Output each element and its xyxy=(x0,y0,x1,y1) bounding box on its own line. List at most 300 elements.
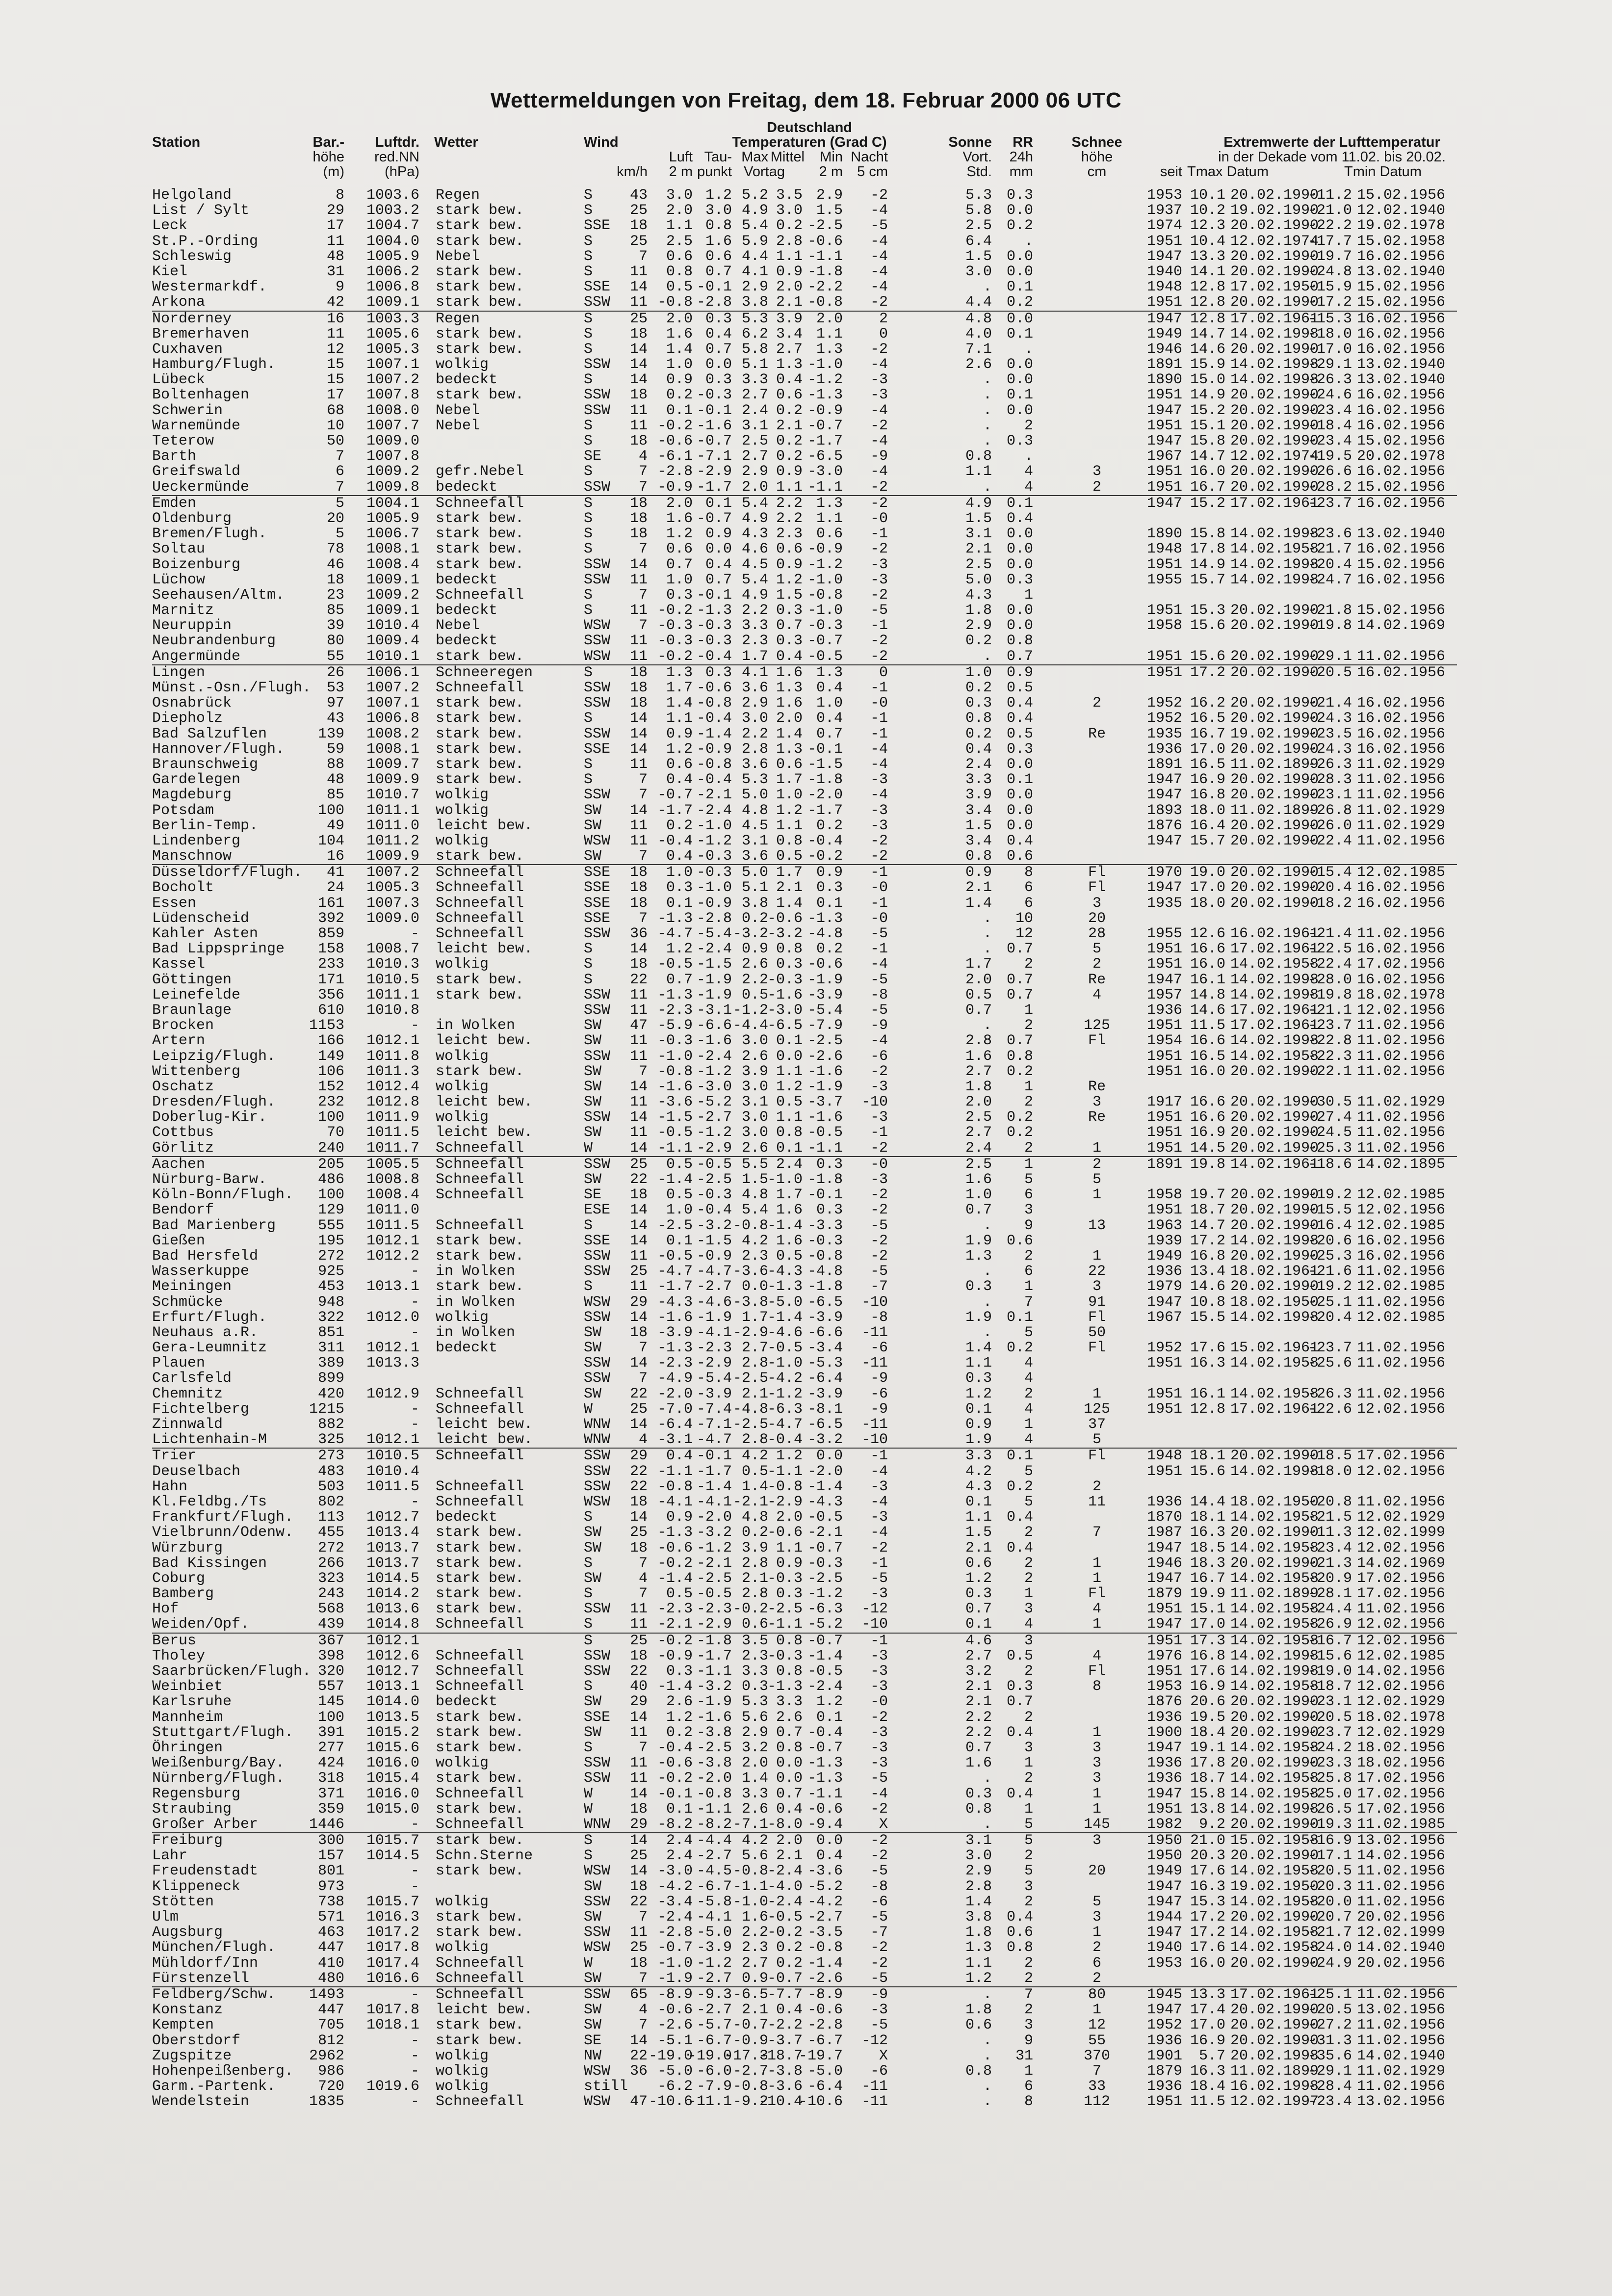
cell-wind-kmh: 7 xyxy=(638,771,648,789)
cell-nacht: -11 xyxy=(861,1355,888,1372)
cell-tmax-datum: 14.02.1958 xyxy=(1230,1770,1319,1787)
header-extreme-1: Extremwerte der Lufttemperatur xyxy=(1223,134,1440,150)
cell-wetter: in Wolken xyxy=(436,1017,516,1034)
cell-max: 2.3 xyxy=(741,1647,768,1664)
cell-tmin-datum: 17.02.1956 xyxy=(1357,1585,1446,1603)
cell-taupunkt: 0.0 xyxy=(705,356,732,373)
cell-wetter: bedeckt xyxy=(436,571,498,588)
cell-tmax-datum: 14.02.1958 xyxy=(1230,1509,1319,1526)
cell-min: -3.3 xyxy=(807,1217,843,1234)
cell-station: Weinbiet xyxy=(152,1678,223,1695)
cell-wind-dir: WSW xyxy=(584,1493,611,1510)
cell-tmax-datum: 14.02.1958 xyxy=(1230,1539,1319,1557)
cell-luft: -2.5 xyxy=(657,1217,693,1234)
cell-bar-hoehe: 48 xyxy=(326,248,344,265)
cell-tmin-datum: 16.02.1956 xyxy=(1357,1247,1446,1265)
cell-wetter: leicht bew. xyxy=(436,1416,533,1433)
cell-wind-dir: SSE xyxy=(584,1232,611,1249)
cell-sonne: 3.8 xyxy=(965,1909,992,1926)
cell-luftdruck: 1010.8 xyxy=(366,1002,419,1019)
cell-wind-dir: SW xyxy=(584,1340,602,1357)
cell-nacht: -2 xyxy=(870,1139,888,1157)
cell-bar-hoehe: 55 xyxy=(326,648,344,665)
cell-max: 2.8 xyxy=(741,740,768,758)
cell-luftdruck: 1012.1 xyxy=(366,1431,419,1449)
cell-sonne: 2.0 xyxy=(965,1094,992,1111)
cell-min: -6.5 xyxy=(807,1293,843,1311)
cell-nacht: -3 xyxy=(870,1509,888,1526)
cell-tmin: -21.7 xyxy=(1307,541,1352,558)
cell-max: 2.5 xyxy=(741,433,768,449)
cell-seit: 1955 xyxy=(1146,925,1182,942)
cell-rr: 0.0 xyxy=(1006,817,1033,834)
cell-taupunkt: -4.5 xyxy=(696,1863,732,1880)
cell-station: Konstanz xyxy=(152,2002,223,2019)
cell-bar-hoehe: 46 xyxy=(326,556,344,573)
cell-wind-kmh: 22 xyxy=(629,1663,648,1680)
cell-seit: 1953 xyxy=(1146,187,1182,204)
cell-taupunkt: 1.2 xyxy=(705,187,732,204)
cell-min: -0.8 xyxy=(807,1247,843,1265)
cell-station: Norderney xyxy=(152,310,232,327)
cell-tmax: 16.5 xyxy=(1190,756,1225,773)
cell-min: -3.0 xyxy=(807,463,843,480)
cell-rr: 0.0 xyxy=(1006,371,1033,389)
cell-taupunkt: -7.1 xyxy=(696,448,732,465)
cell-max: 4.8 xyxy=(741,1187,768,1204)
cell-rr: 0.0 xyxy=(1006,402,1033,419)
cell-nacht: -3 xyxy=(870,1678,888,1695)
cell-nacht: -1 xyxy=(870,895,888,912)
cell-luftdruck: 1010.4 xyxy=(366,1463,419,1480)
cell-wind-kmh: 22 xyxy=(629,1171,648,1188)
cell-luftdruck: 1012.2 xyxy=(366,1247,419,1265)
cell-rr: 0.0 xyxy=(1006,802,1033,819)
cell-wind-dir: SSE xyxy=(584,910,611,927)
cell-taupunkt: -3.1 xyxy=(696,1002,732,1019)
cell-bar-hoehe: 322 xyxy=(317,1309,344,1326)
cell-station: Carlsfeld xyxy=(152,1370,232,1387)
cell-nacht: -4 xyxy=(870,787,888,804)
cell-rr: 0.0 xyxy=(1006,756,1033,773)
cell-schnee: Re xyxy=(1088,1078,1106,1095)
cell-tmax: 18.3 xyxy=(1190,1555,1225,1572)
cell-max: -2.5 xyxy=(732,1416,768,1433)
cell-station: Kahler Asten xyxy=(152,925,259,942)
cell-min: -0.1 xyxy=(807,1187,843,1204)
cell-wind-dir: WSW xyxy=(584,2093,611,2111)
cell-luftdruck: 1006.7 xyxy=(366,526,419,543)
cell-wetter: Schneefall xyxy=(436,586,524,604)
cell-luftdruck: - xyxy=(410,1293,419,1311)
cell-wetter: stark bew. xyxy=(436,648,524,665)
cell-tmin: -17.1 xyxy=(1307,1847,1352,1865)
cell-tmax: 17.0 xyxy=(1190,1616,1225,1633)
cell-schnee: 125 xyxy=(1083,1017,1110,1034)
cell-wind-dir: W xyxy=(584,1400,593,1418)
cell-schnee: 4 xyxy=(1092,986,1101,1003)
cell-max: 1.5 xyxy=(741,1171,768,1188)
table-row xyxy=(152,1188,1457,1203)
cell-wetter: Schneefall xyxy=(436,1217,524,1234)
cell-nacht: -2 xyxy=(870,1832,888,1849)
header-luft-2: 2 m xyxy=(669,164,693,180)
cell-wind-kmh: 7 xyxy=(638,586,648,604)
cell-bar-hoehe: 240 xyxy=(317,1139,344,1157)
cell-wind-kmh: 47 xyxy=(629,1017,648,1034)
cell-max: 3.8 xyxy=(741,294,768,311)
table-row xyxy=(152,926,1457,942)
cell-seit: 1900 xyxy=(1146,1724,1182,1741)
cell-tmin: -20.3 xyxy=(1307,1878,1352,1895)
cell-rr: 4 xyxy=(1024,463,1033,480)
table-row xyxy=(152,2003,1457,2018)
cell-sonne: 1.2 xyxy=(965,1385,992,1402)
cell-bar-hoehe: 463 xyxy=(317,1924,344,1941)
cell-mittel: 2.2 xyxy=(776,510,803,527)
cell-max: 3.0 xyxy=(741,1032,768,1050)
cell-taupunkt: -0.1 xyxy=(696,279,732,296)
cell-tmin-datum: 16.02.1956 xyxy=(1357,402,1446,419)
cell-sonne: 0.2 xyxy=(965,725,992,742)
cell-bar-hoehe: 20 xyxy=(326,510,344,527)
cell-wetter: bedeckt xyxy=(436,1509,498,1526)
cell-tmax: 16.3 xyxy=(1190,2062,1225,2080)
cell-tmax: 16.7 xyxy=(1190,478,1225,496)
cell-min: -2.4 xyxy=(807,1678,843,1695)
table-row xyxy=(152,1879,1457,1895)
cell-rr: 10 xyxy=(1015,910,1033,927)
cell-nacht: -4 xyxy=(870,202,888,219)
cell-max: 3.3 xyxy=(741,1663,768,1680)
cell-station: Bremen/Flugh. xyxy=(152,526,267,543)
cell-nacht: -11 xyxy=(861,2078,888,2095)
cell-min: -0.3 xyxy=(807,617,843,634)
cell-luftdruck: 1016.0 xyxy=(366,1785,419,1802)
cell-wind-kmh: 11 xyxy=(629,1770,648,1787)
cell-min: -0.5 xyxy=(807,1509,843,1526)
cell-tmax: 15.3 xyxy=(1190,602,1225,619)
cell-tmax-datum: 20.02.1990 xyxy=(1230,771,1319,789)
cell-rr: 5 xyxy=(1024,1832,1033,1849)
cell-bar-hoehe: 311 xyxy=(317,1340,344,1357)
cell-luftdruck: 1011.7 xyxy=(366,1139,419,1157)
cell-sonne: . xyxy=(983,2032,992,2049)
cell-tmax-datum: 14.02.1998 xyxy=(1230,1800,1319,1818)
cell-station: Lüdenscheid xyxy=(152,910,250,927)
cell-tmax: 15.6 xyxy=(1190,648,1225,665)
cell-sonne: . xyxy=(983,648,992,665)
cell-tmax-datum: 18.02.1961 xyxy=(1230,1263,1319,1280)
cell-rr: 5 xyxy=(1024,1863,1033,1880)
cell-wind-dir: S xyxy=(584,263,593,280)
cell-mittel: -2.4 xyxy=(767,1893,803,1910)
cell-tmax: 12.8 xyxy=(1190,1400,1225,1418)
cell-tmin: -20.7 xyxy=(1307,1909,1352,1926)
cell-wind-dir: SSW xyxy=(584,1156,611,1173)
cell-wind-kmh: 18 xyxy=(629,864,648,881)
cell-tmin: -24.0 xyxy=(1307,1939,1352,1956)
cell-max: 5.6 xyxy=(741,1847,768,1865)
cell-tmin-datum: 14.02.1895 xyxy=(1357,1156,1446,1173)
cell-tmin-datum: 11.02.1929 xyxy=(1357,2062,1446,2080)
cell-nacht: -8 xyxy=(870,986,888,1003)
cell-max: 0.0 xyxy=(741,1278,768,1295)
cell-tmin-datum: 16.02.1956 xyxy=(1357,248,1446,265)
cell-nacht: -3 xyxy=(870,571,888,588)
cell-tmax-datum: 20.02.1990 xyxy=(1230,895,1319,912)
cell-wind-kmh: 11 xyxy=(629,1724,648,1741)
cell-sonne: 0.4 xyxy=(965,740,992,758)
cell-seit: 1976 xyxy=(1146,1647,1182,1664)
cell-min: -0.5 xyxy=(807,648,843,665)
cell-schnee: Re xyxy=(1088,1109,1106,1126)
cell-tmin-datum: 12.02.1999 xyxy=(1357,1524,1446,1541)
cell-wind-kmh: 18 xyxy=(629,664,648,681)
cell-taupunkt: -4.1 xyxy=(696,1324,732,1341)
cell-mittel: 0.0 xyxy=(776,1770,803,1787)
cell-seit: 1951 xyxy=(1146,1048,1182,1065)
cell-luft: -0.7 xyxy=(657,1939,693,1956)
cell-wetter: stark bew. xyxy=(436,695,524,712)
cell-luft: -1.1 xyxy=(657,1463,693,1480)
cell-mittel: -0.5 xyxy=(767,1909,803,1926)
cell-min: -5.2 xyxy=(807,1616,843,1633)
cell-tmax-datum: 20.02.1990 xyxy=(1230,1124,1319,1141)
cell-tmin: -20.0 xyxy=(1307,1893,1352,1910)
cell-tmin-datum: 11.02.1956 xyxy=(1357,1293,1446,1311)
cell-mittel: 0.2 xyxy=(776,1954,803,1972)
cell-nacht: -4 xyxy=(870,463,888,480)
cell-wind-kmh: 14 xyxy=(629,1309,648,1326)
cell-bar-hoehe: 1215 xyxy=(309,1400,344,1418)
cell-wind-kmh: 11 xyxy=(629,402,648,419)
cell-mittel: -0.3 xyxy=(767,971,803,988)
cell-luftdruck: 1005.3 xyxy=(366,341,419,358)
cell-station: Fichtelberg xyxy=(152,1400,250,1418)
cell-tmax: 12.6 xyxy=(1190,925,1225,942)
cell-taupunkt: -5.0 xyxy=(696,1924,732,1941)
cell-station: Bremerhaven xyxy=(152,325,250,343)
cell-bar-hoehe: 78 xyxy=(326,541,344,558)
cell-luft: 0.2 xyxy=(666,1724,693,1741)
cell-wind-dir: SSW xyxy=(584,1247,611,1265)
cell-wetter: stark bew. xyxy=(436,1924,524,1941)
table-row xyxy=(152,772,1457,788)
cell-tmax-datum: 20.02.1990 xyxy=(1230,1724,1319,1741)
cell-luftdruck: 1017.2 xyxy=(366,1924,419,1941)
cell-rr: 0.1 xyxy=(1006,495,1033,512)
cell-max: 4.2 xyxy=(741,1832,768,1849)
cell-tmin-datum: 11.02.1956 xyxy=(1357,2032,1446,2049)
cell-sonne: . xyxy=(983,387,992,404)
cell-station: Essen xyxy=(152,895,197,912)
cell-tmax: 17.2 xyxy=(1190,1924,1225,1941)
cell-schnee: 50 xyxy=(1088,1324,1106,1341)
cell-bar-hoehe: 161 xyxy=(317,895,344,912)
cell-luft: -1.0 xyxy=(657,1048,693,1065)
cell-rr: 4 xyxy=(1024,1431,1033,1449)
cell-tmax: 11.5 xyxy=(1190,2093,1225,2111)
cell-schnee: 3 xyxy=(1092,463,1101,480)
table-row xyxy=(152,249,1457,264)
cell-wetter: stark bew. xyxy=(436,1832,524,1849)
cell-luftdruck: - xyxy=(410,1263,419,1280)
cell-mittel: -1.1 xyxy=(767,1463,803,1480)
cell-tmin-datum: 16.02.1956 xyxy=(1357,941,1446,958)
table-row xyxy=(152,2033,1457,2049)
cell-tmax: 20.3 xyxy=(1190,1847,1225,1865)
cell-tmin: -23.1 xyxy=(1307,1693,1352,1711)
cell-tmin-datum: 16.02.1956 xyxy=(1357,495,1446,512)
cell-wind-dir: SW xyxy=(584,1032,602,1050)
cell-luft: -0.3 xyxy=(657,1032,693,1050)
cell-station: Magdeburg xyxy=(152,787,232,804)
cell-taupunkt: -0.3 xyxy=(696,617,732,634)
cell-tmin: -23.3 xyxy=(1307,1755,1352,1772)
cell-nacht: -5 xyxy=(870,602,888,619)
cell-seit: 1947 xyxy=(1146,787,1182,804)
cell-wind-kmh: 14 xyxy=(629,1416,648,1433)
cell-seit: 1951 xyxy=(1146,2093,1182,2111)
cell-luft: -2.6 xyxy=(657,2017,693,2034)
cell-tmax: 12.3 xyxy=(1190,217,1225,235)
cell-taupunkt: -2.0 xyxy=(696,1770,732,1787)
cell-bar-hoehe: 851 xyxy=(317,1324,344,1341)
cell-min: -1.3 xyxy=(807,910,843,927)
cell-luftdruck: - xyxy=(410,1493,419,1510)
cell-luft: 0.3 xyxy=(666,586,693,604)
cell-tmax-datum: 20.02.1990 xyxy=(1230,402,1319,419)
cell-mittel: -3.8 xyxy=(767,2062,803,2080)
cell-rr: 2 xyxy=(1024,1663,1033,1680)
cell-taupunkt: -0.5 xyxy=(696,1156,732,1173)
cell-sonne: 1.8 xyxy=(965,2002,992,2019)
cell-taupunkt: -6.7 xyxy=(696,1878,732,1895)
cell-nacht: -4 xyxy=(870,1032,888,1050)
cell-mittel: -2.4 xyxy=(767,1863,803,1880)
cell-station: Regensburg xyxy=(152,1785,241,1802)
cell-schnee: 1 xyxy=(1092,1139,1101,1157)
cell-luft: -1.5 xyxy=(657,1109,693,1126)
cell-taupunkt: -8.2 xyxy=(696,1816,732,1833)
table-row xyxy=(152,1356,1457,1371)
table-row xyxy=(152,1910,1457,1925)
cell-tmax-datum: 17.02.1950 xyxy=(1230,279,1319,296)
cell-station: Vielbrunn/Odenw. xyxy=(152,1524,294,1541)
cell-tmax-datum: 19.02.1990 xyxy=(1230,202,1319,219)
cell-mittel: 0.4 xyxy=(776,1800,803,1818)
cell-luftdruck: 1014.0 xyxy=(366,1693,419,1711)
cell-rr: 0.6 xyxy=(1006,848,1033,865)
cell-taupunkt: -1.2 xyxy=(696,832,732,849)
cell-luft: -1.6 xyxy=(657,1309,693,1326)
cell-luft: -2.3 xyxy=(657,1002,693,1019)
cell-max: 3.2 xyxy=(741,1739,768,1756)
cell-luft: -4.7 xyxy=(657,925,693,942)
cell-tmin: -27.4 xyxy=(1307,1109,1352,1126)
cell-wetter: wolkig xyxy=(436,2078,489,2095)
cell-tmin: -28.0 xyxy=(1307,971,1352,988)
cell-schnee: 91 xyxy=(1088,1293,1106,1311)
cell-nacht: -2 xyxy=(870,586,888,604)
cell-min: -1.2 xyxy=(807,371,843,389)
cell-luft: -0.3 xyxy=(657,617,693,634)
cell-nacht: -1 xyxy=(870,680,888,696)
cell-luft: 1.2 xyxy=(666,526,693,543)
cell-wind-dir: S xyxy=(584,433,593,449)
cell-rr: 12 xyxy=(1015,925,1033,942)
cell-luftdruck: 1009.9 xyxy=(366,848,419,865)
cell-seit: 1951 xyxy=(1146,1017,1182,1034)
cell-mittel: -1.0 xyxy=(767,1355,803,1372)
cell-seit: 1951 xyxy=(1146,478,1182,496)
cell-luft: -8.2 xyxy=(657,1816,693,1833)
station-group xyxy=(152,1832,1457,1986)
cell-sonne: 0.3 xyxy=(965,1370,992,1387)
cell-min: -2.5 xyxy=(807,1570,843,1587)
cell-mittel: -6.3 xyxy=(767,1400,803,1418)
cell-mittel: 0.9 xyxy=(776,263,803,280)
cell-mittel: 0.6 xyxy=(776,541,803,558)
cell-seit: 1947 xyxy=(1146,1739,1182,1756)
cell-luftdruck: 1006.8 xyxy=(366,279,419,296)
cell-tmax: 15.0 xyxy=(1190,371,1225,389)
cell-tmin-datum: 12.02.1956 xyxy=(1357,1463,1446,1480)
cell-bar-hoehe: 17 xyxy=(326,217,344,235)
cell-taupunkt: -0.9 xyxy=(696,1247,732,1265)
cell-mittel: 1.4 xyxy=(776,725,803,742)
cell-rr: 2 xyxy=(1024,1247,1033,1265)
cell-min: -5.3 xyxy=(807,1355,843,1372)
cell-wind-dir: S xyxy=(584,341,593,358)
header-region: Deutschland xyxy=(766,120,853,135)
cell-wind-dir: SSW xyxy=(584,695,611,712)
cell-luftdruck: 1012.8 xyxy=(366,1094,419,1111)
table-row xyxy=(152,880,1457,896)
cell-station: Schmücke xyxy=(152,1293,223,1311)
cell-bar-hoehe: 925 xyxy=(317,1263,344,1280)
cell-tmin: -21.4 xyxy=(1307,695,1352,712)
cell-nacht: -9 xyxy=(870,1986,888,2003)
cell-seit: 1936 xyxy=(1146,740,1182,758)
cell-wetter: stark bew. xyxy=(436,1555,524,1572)
cell-max: 4.2 xyxy=(741,1232,768,1249)
cell-rr: 0.2 xyxy=(1006,1063,1033,1080)
cell-mittel: 1.4 xyxy=(776,895,803,912)
cell-rr: 0.7 xyxy=(1006,941,1033,958)
cell-seit: 1901 xyxy=(1146,2047,1182,2064)
cell-mittel: 2.3 xyxy=(776,526,803,543)
cell-max: 1.7 xyxy=(741,648,768,665)
cell-rr: 1 xyxy=(1024,1585,1033,1603)
cell-rr: 8 xyxy=(1024,2093,1033,2111)
cell-tmin: -25.6 xyxy=(1307,1355,1352,1372)
cell-schnee: 11 xyxy=(1088,1493,1106,1510)
cell-wetter: stark bew. xyxy=(436,756,524,773)
cell-nacht: -10 xyxy=(861,1431,888,1449)
cell-station: Bamberg xyxy=(152,1585,214,1603)
cell-tmin-datum: 16.02.1956 xyxy=(1357,463,1446,480)
cell-nacht: -6 xyxy=(870,1048,888,1065)
table-row xyxy=(152,388,1457,403)
cell-mittel: 0.1 xyxy=(776,1032,803,1050)
cell-nacht: -4 xyxy=(870,1463,888,1480)
table-row xyxy=(152,696,1457,711)
cell-max: 2.0 xyxy=(741,1755,768,1772)
cell-rr: 0.3 xyxy=(1006,571,1033,588)
table-row xyxy=(152,542,1457,557)
